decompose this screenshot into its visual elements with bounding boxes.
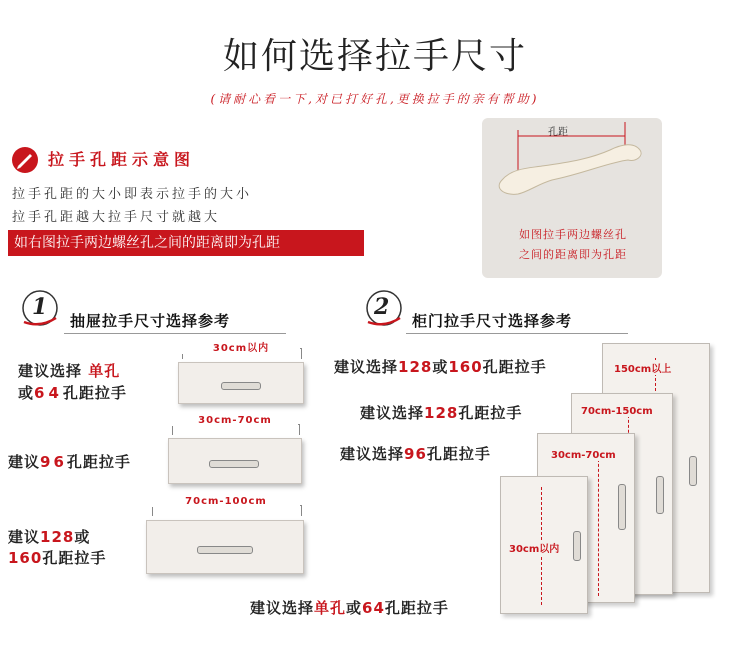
- section-2-number: 2: [374, 294, 390, 320]
- hole-distance-label: 孔距: [548, 127, 568, 138]
- drawer-rec-1-line2: 或64孔距拉手: [18, 384, 127, 402]
- page-title: 如何选择拉手尺寸: [222, 36, 527, 77]
- door-3-height-line: [598, 454, 599, 596]
- drawer-rec-3-line1: 建议128或: [8, 528, 91, 546]
- door-rec-1: 建议选择128或160孔距拉手: [334, 358, 547, 376]
- drawer-3-size-label: 70cm-100cm: [152, 496, 300, 507]
- pencil-icon: [10, 145, 40, 175]
- photo-caption-2: 之间的距离即为孔距: [519, 248, 627, 261]
- diagram-heading: 拉手孔距示意图: [48, 150, 196, 169]
- door-2-handle: [656, 476, 664, 514]
- door-2-size-label: 70cm-150cm: [578, 406, 656, 417]
- section-1-number: 1: [32, 294, 48, 320]
- intro-banner: 如右图拉手两边螺丝孔之间的距离即为孔距: [8, 230, 364, 256]
- door-4-size-label: 30cm以内: [507, 540, 561, 555]
- door-3-handle: [618, 484, 626, 530]
- drawer-rec-2: 建议96孔距拉手: [8, 453, 131, 471]
- intro-line-1: 拉手孔距的大小即表示拉手的大小: [12, 187, 253, 202]
- intro-line-2: 拉手孔距越大拉手尺寸就越大: [12, 210, 221, 225]
- photo-caption-1: 如图拉手两边螺丝孔: [519, 228, 627, 241]
- door-rec-2: 建议选择128孔距拉手: [360, 404, 523, 422]
- drawer-1-handle: [221, 382, 261, 390]
- drawer-2-size-label: 30cm-70cm: [172, 415, 298, 426]
- section-2-divider: [406, 333, 628, 334]
- page-subtitle: (请耐心看一下,对已打好孔,更换拉手的亲有帮助): [210, 92, 540, 106]
- drawer-2: [168, 438, 302, 484]
- door-4-handle: [573, 531, 581, 561]
- door-3-size-label: 30cm-70cm: [548, 450, 619, 461]
- drawer-1-size-label: 30cm以内: [182, 339, 300, 354]
- drawer-rec-1-line1: 建议选择 单孔: [18, 362, 121, 380]
- door-1-handle: [689, 456, 697, 486]
- door-rec-4: 建议选择单孔或64孔距拉手: [250, 599, 449, 617]
- drawer-2-handle: [209, 460, 259, 468]
- drawer-3: [146, 520, 304, 574]
- drawer-section-heading: 抽屉拉手尺寸选择参考: [70, 312, 231, 330]
- drawer-rec-3-line2: 160孔距拉手: [8, 549, 107, 567]
- drawer-1: [178, 362, 304, 404]
- door-section-heading: 柜门拉手尺寸选择参考: [412, 312, 573, 330]
- door-rec-3: 建议选择96孔距拉手: [340, 445, 491, 463]
- door-1-size-label: 150cm以上: [610, 360, 675, 375]
- drawer-3-handle: [197, 546, 253, 554]
- section-1-divider: [64, 333, 286, 334]
